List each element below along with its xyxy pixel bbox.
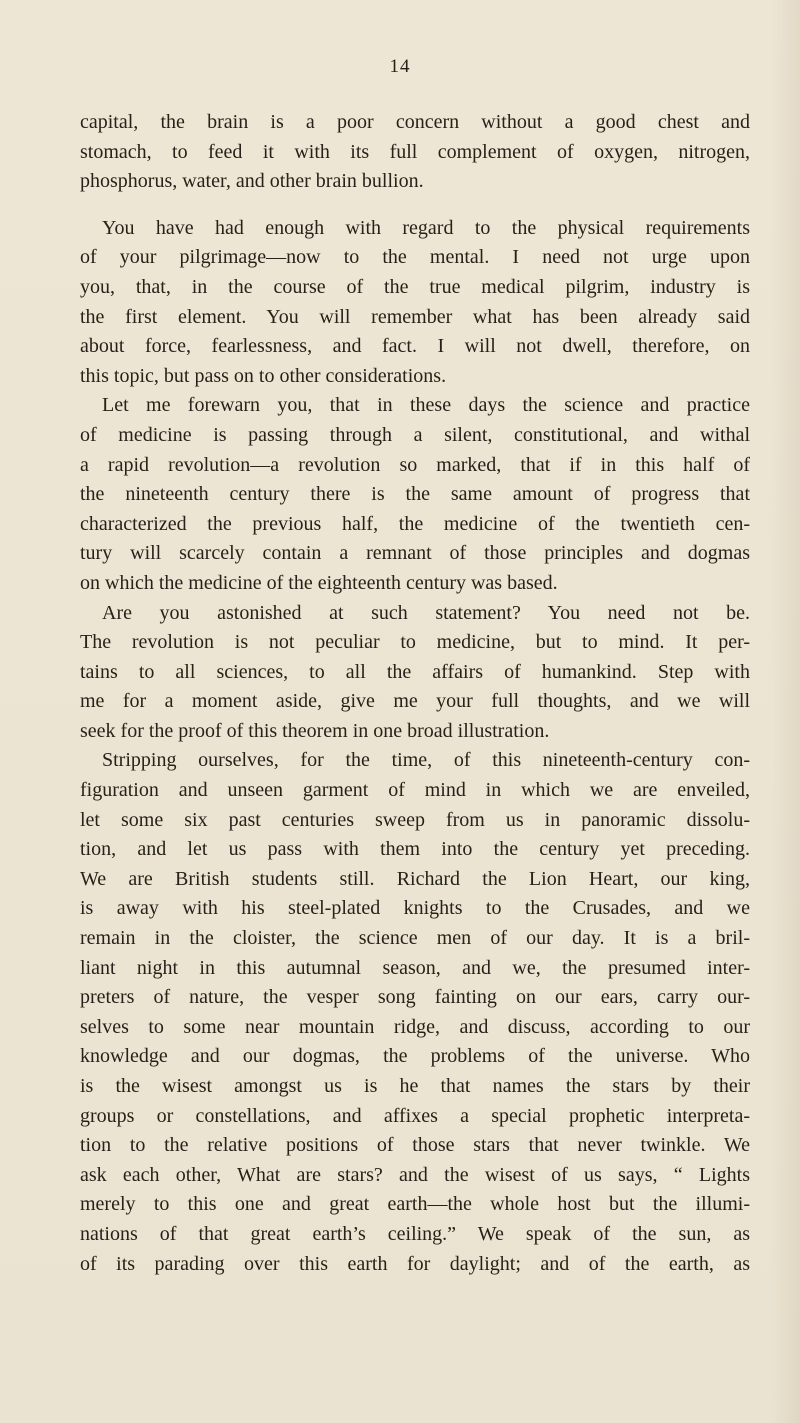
text-line: of your pilgrimage—now to the mental. I need not urge upon [80, 246, 750, 269]
text-line: capital, the brain is a poor concern without a good chest and [80, 111, 750, 133]
text-line: tion, and let us pass with them into the century yet preceding. [80, 838, 750, 861]
text-line: on which the medicine of the eighteenth century was based. [80, 571, 558, 594]
text-line: Let me forewarn you, that in these days the science and practice [102, 394, 750, 417]
text-line: tion to the relative positions of those stars that never twinkle. We [80, 1134, 750, 1157]
paragraph [80, 108, 750, 197]
text-line: stomach, to feed it with its full complement of oxygen, nitrogen, [80, 140, 750, 163]
text-line: is the wisest amongst us is he that names the stars by their [80, 1075, 750, 1097]
text-line: ask each other, What are stars? and the wisest of us says, “ Lights [80, 1163, 750, 1186]
text-line: you, that, in the course of the true medical pilgrim, industry is [80, 275, 750, 298]
paragraph-gap [80, 197, 750, 214]
paragraph [80, 746, 750, 1279]
text-line: seek for the proof of this theorem in one broad illustration. [80, 719, 550, 742]
text-line: me for a moment aside, give me your full thoughts, and we will [80, 690, 750, 713]
text-line: the nineteenth century there is the same amount of progress that [80, 483, 750, 506]
text-line: of medicine is passing through a silent, constitutional, and withal [80, 423, 750, 446]
text-line: The revolution is not peculiar to medicine, but to mind. It per- [80, 631, 750, 654]
page-number: 14 [389, 56, 411, 77]
text-line: merely to this one and great earth—the whole host but the illumi- [80, 1193, 750, 1216]
text-line: selves to some near mountain ridge, and discuss, according to our [80, 1015, 750, 1038]
paragraph [80, 391, 750, 598]
text-line: remain in the cloister, the science men of our day. It is a bril- [80, 927, 750, 950]
text-line: preters of nature, the vesper song fainting on our ears, carry our- [80, 986, 750, 1009]
text-line: We are British students still. Richard the Lion Heart, our king, [80, 867, 750, 890]
text-line: phosphorus, water, and other brain bullion. [80, 170, 424, 193]
text-line: Are you astonished at such statement? You need not be. [102, 601, 750, 624]
text-line: You have had enough with regard to the physical requirements [102, 216, 750, 239]
paragraph [80, 214, 750, 392]
text-line: tury will scarcely contain a remnant of those principles and dogmas [80, 542, 750, 565]
text-line: characterized the previous half, the medicine of the twentieth cen- [80, 512, 750, 535]
text-line: knowledge and our dogmas, the problems of the universe. Who [80, 1045, 750, 1068]
text-line: a rapid revolution—a revolution so marked, that if in this half of [80, 453, 750, 476]
text-line: about force, fearlessness, and fact. I will not dwell, therefore, on [80, 335, 750, 358]
text-line: Stripping ourselves, for the time, of this nineteenth-century con- [102, 749, 750, 772]
text-line: nations of that great earth’s ceiling.” We speak of the sun, as [80, 1222, 750, 1245]
text-line: figuration and unseen garment of mind in which we are enveiled, [80, 779, 750, 802]
text-line: tains to all sciences, to all the affairs of humankind. Step with [80, 660, 750, 683]
text-line: of its parading over this earth for daylight; and of the earth, as [80, 1252, 750, 1275]
text-line: this topic, but pass on to other considerations. [80, 364, 447, 387]
text-line: the first element. You will remember what has been already said [80, 305, 750, 328]
text-line: let some six past centuries sweep from us in panoramic dissolu- [80, 808, 750, 831]
paragraph [80, 599, 750, 747]
text-line: is away with his steel-plated knights to the Crusades, and we [80, 897, 750, 920]
text-line: liant night in this autumnal season, and we, the presumed inter- [80, 956, 750, 979]
body-text [80, 108, 750, 1279]
text-line: groups or constellations, and affixes a special prophetic interpreta- [80, 1104, 750, 1127]
